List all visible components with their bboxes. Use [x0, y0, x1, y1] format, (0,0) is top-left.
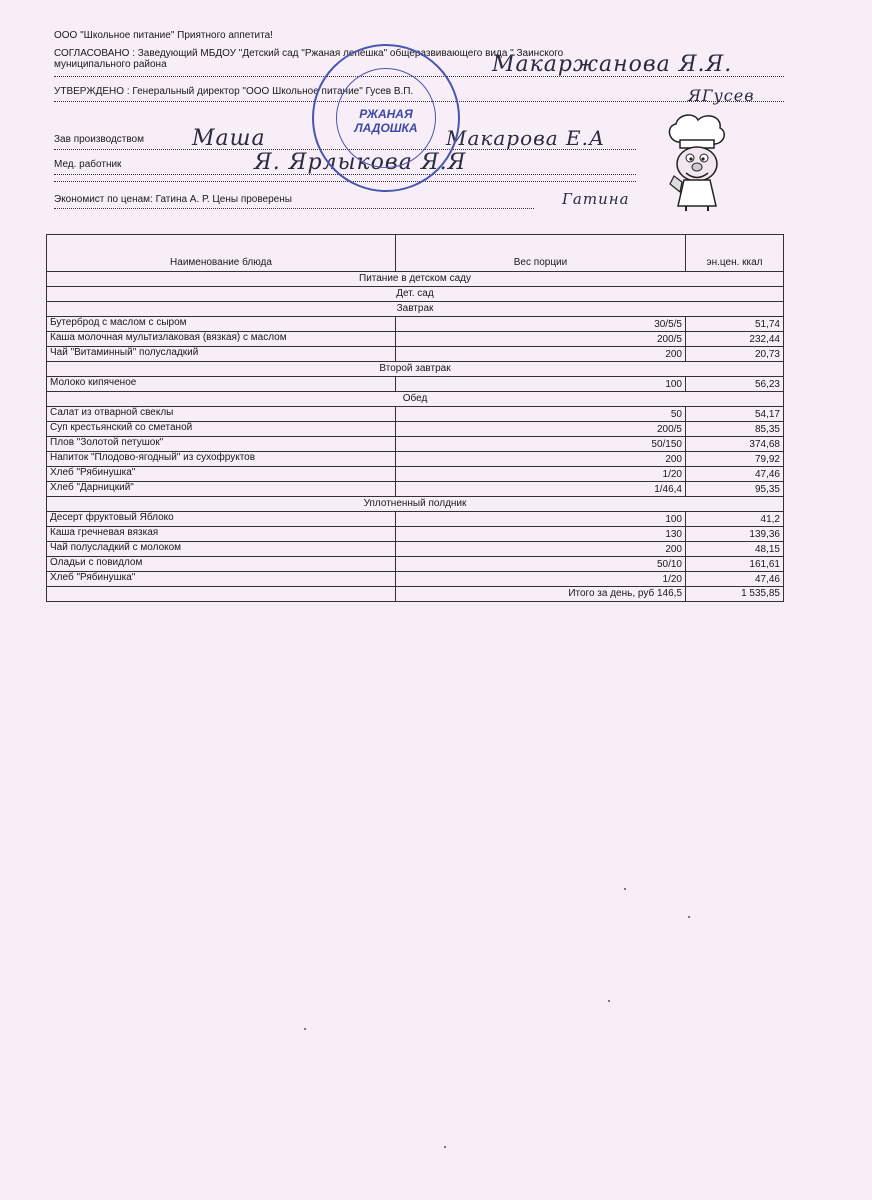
table-row [47, 542, 784, 557]
table-row [47, 452, 784, 467]
portion-weight: 1/20 [396, 572, 686, 587]
dish-name: Плов "Золотой петушок" [47, 437, 396, 452]
medic-label: Мед. работник [54, 159, 122, 170]
table-row [47, 377, 784, 392]
section-title: Второй завтрак [47, 362, 784, 377]
table-row [47, 482, 784, 497]
energy-kcal: 51,74 [686, 317, 784, 332]
economist-line: Экономист по ценам: Гатина А. Р. Цены проверены [54, 194, 292, 205]
energy-kcal: 56,23 [686, 377, 784, 392]
portion-weight: 200/5 [396, 332, 686, 347]
dish-name: Салат из отварной свеклы [47, 407, 396, 422]
dish-name: Хлеб "Рябинушка" [47, 467, 396, 482]
portion-weight: 1/20 [396, 467, 686, 482]
portion-weight: 1/46,4 [396, 482, 686, 497]
table-row [47, 317, 784, 332]
menu-table [46, 234, 784, 602]
table-row [47, 407, 784, 422]
place-title: Питание в детском саду [47, 272, 784, 287]
signature-medic: Я. Ярлыкова Я.Я [254, 150, 467, 175]
table-row [47, 512, 784, 527]
section-title: Завтрак [47, 302, 784, 317]
portion-weight: 50/150 [396, 437, 686, 452]
signature-economist: Гатина [562, 190, 630, 208]
col-header-weight: Вес порции [396, 235, 686, 272]
table-row [47, 422, 784, 437]
total-kcal: 1 535,85 [686, 587, 784, 602]
dish-name: Суп крестьянский со сметаной [47, 422, 396, 437]
energy-kcal: 79,92 [686, 452, 784, 467]
energy-kcal: 139,36 [686, 527, 784, 542]
total-empty-cell [47, 587, 396, 602]
approved-line-1: СОГЛАСОВАНО : Заведующий МБДОУ "Детский сад "Ржаная лепешка" общеразвивающего вида " Заинского [54, 48, 564, 59]
energy-kcal: 48,15 [686, 542, 784, 557]
dish-name: Оладьи с повидлом [47, 557, 396, 572]
energy-kcal: 85,35 [686, 422, 784, 437]
section-row [47, 392, 784, 407]
section-row [47, 302, 784, 317]
energy-kcal: 232,44 [686, 332, 784, 347]
portion-weight: 130 [396, 527, 686, 542]
dish-name: Чай "Витаминный" полусладкий [47, 347, 396, 362]
section-title: Уплотненный полдник [47, 497, 784, 512]
energy-kcal: 161,61 [686, 557, 784, 572]
production-label: Зав производством [54, 134, 144, 145]
dish-name: Каша гречневая вязкая [47, 527, 396, 542]
portion-weight: 200/5 [396, 422, 686, 437]
stamp-text-2: ЛАДОШКА [354, 121, 418, 135]
dish-name: Молоко кипяченое [47, 377, 396, 392]
group-title: Дет. сад [47, 287, 784, 302]
dish-name: Хлеб "Дарницкий" [47, 482, 396, 497]
table-header-row [47, 235, 784, 272]
table-row [47, 557, 784, 572]
portion-weight: 200 [396, 542, 686, 557]
signature-approved: Макаржанова Я.Я. [492, 52, 733, 77]
dish-name: Чай полусладкий с молоком [47, 542, 396, 557]
portion-weight: 50/10 [396, 557, 686, 572]
section-row [47, 497, 784, 512]
energy-kcal: 95,35 [686, 482, 784, 497]
portion-weight: 30/5/5 [396, 317, 686, 332]
table-row [47, 527, 784, 542]
medic-dotted-line-2 [54, 181, 636, 182]
energy-kcal: 47,46 [686, 467, 784, 482]
signature-production: Маша [192, 126, 266, 151]
place-row [47, 272, 784, 287]
total-row [47, 587, 784, 602]
portion-weight: 100 [396, 377, 686, 392]
dish-name: Десерт фруктовый Яблоко [47, 512, 396, 527]
dish-name: Хлеб "Рябинушка" [47, 572, 396, 587]
energy-kcal: 20,73 [686, 347, 784, 362]
chef-mascot-icon [660, 112, 732, 212]
table-row [47, 467, 784, 482]
signature-production-name: Макарова Е.А [446, 126, 606, 150]
dish-name: Бутерброд с маслом с сыром [47, 317, 396, 332]
dish-name: Напиток "Плодово-ягодный" из сухофруктов [47, 452, 396, 467]
company-line: ООО "Школьное питание" Приятного аппетита! [54, 30, 273, 41]
col-header-dish: Наименование блюда [47, 235, 396, 272]
table-row [47, 437, 784, 452]
table-row [47, 572, 784, 587]
total-label: Итого за день, руб 146,5 [396, 587, 686, 602]
section-row [47, 362, 784, 377]
signature-confirmed: ЯГусев [688, 86, 755, 105]
portion-weight: 200 [396, 452, 686, 467]
energy-kcal: 54,17 [686, 407, 784, 422]
energy-kcal: 47,46 [686, 572, 784, 587]
group-row [47, 287, 784, 302]
round-stamp [312, 44, 460, 192]
energy-kcal: 374,68 [686, 437, 784, 452]
confirmed-line: УТВЕРЖДЕНО : Генеральный директор "ООО Школьное питание" Гусев В.П. [54, 86, 414, 97]
dish-name: Каша молочная мультизлаковая (вязкая) с маслом [47, 332, 396, 347]
approved-line-2: муниципального района [54, 59, 167, 70]
economist-dotted-line [54, 208, 534, 209]
energy-kcal: 41,2 [686, 512, 784, 527]
portion-weight: 100 [396, 512, 686, 527]
col-header-kcal: эн.цен. ккал [686, 235, 784, 272]
table-row [47, 347, 784, 362]
section-title: Обед [47, 392, 784, 407]
table-row [47, 332, 784, 347]
portion-weight: 50 [396, 407, 686, 422]
portion-weight: 200 [396, 347, 686, 362]
stamp-text-1: РЖАНАЯ [359, 107, 413, 121]
